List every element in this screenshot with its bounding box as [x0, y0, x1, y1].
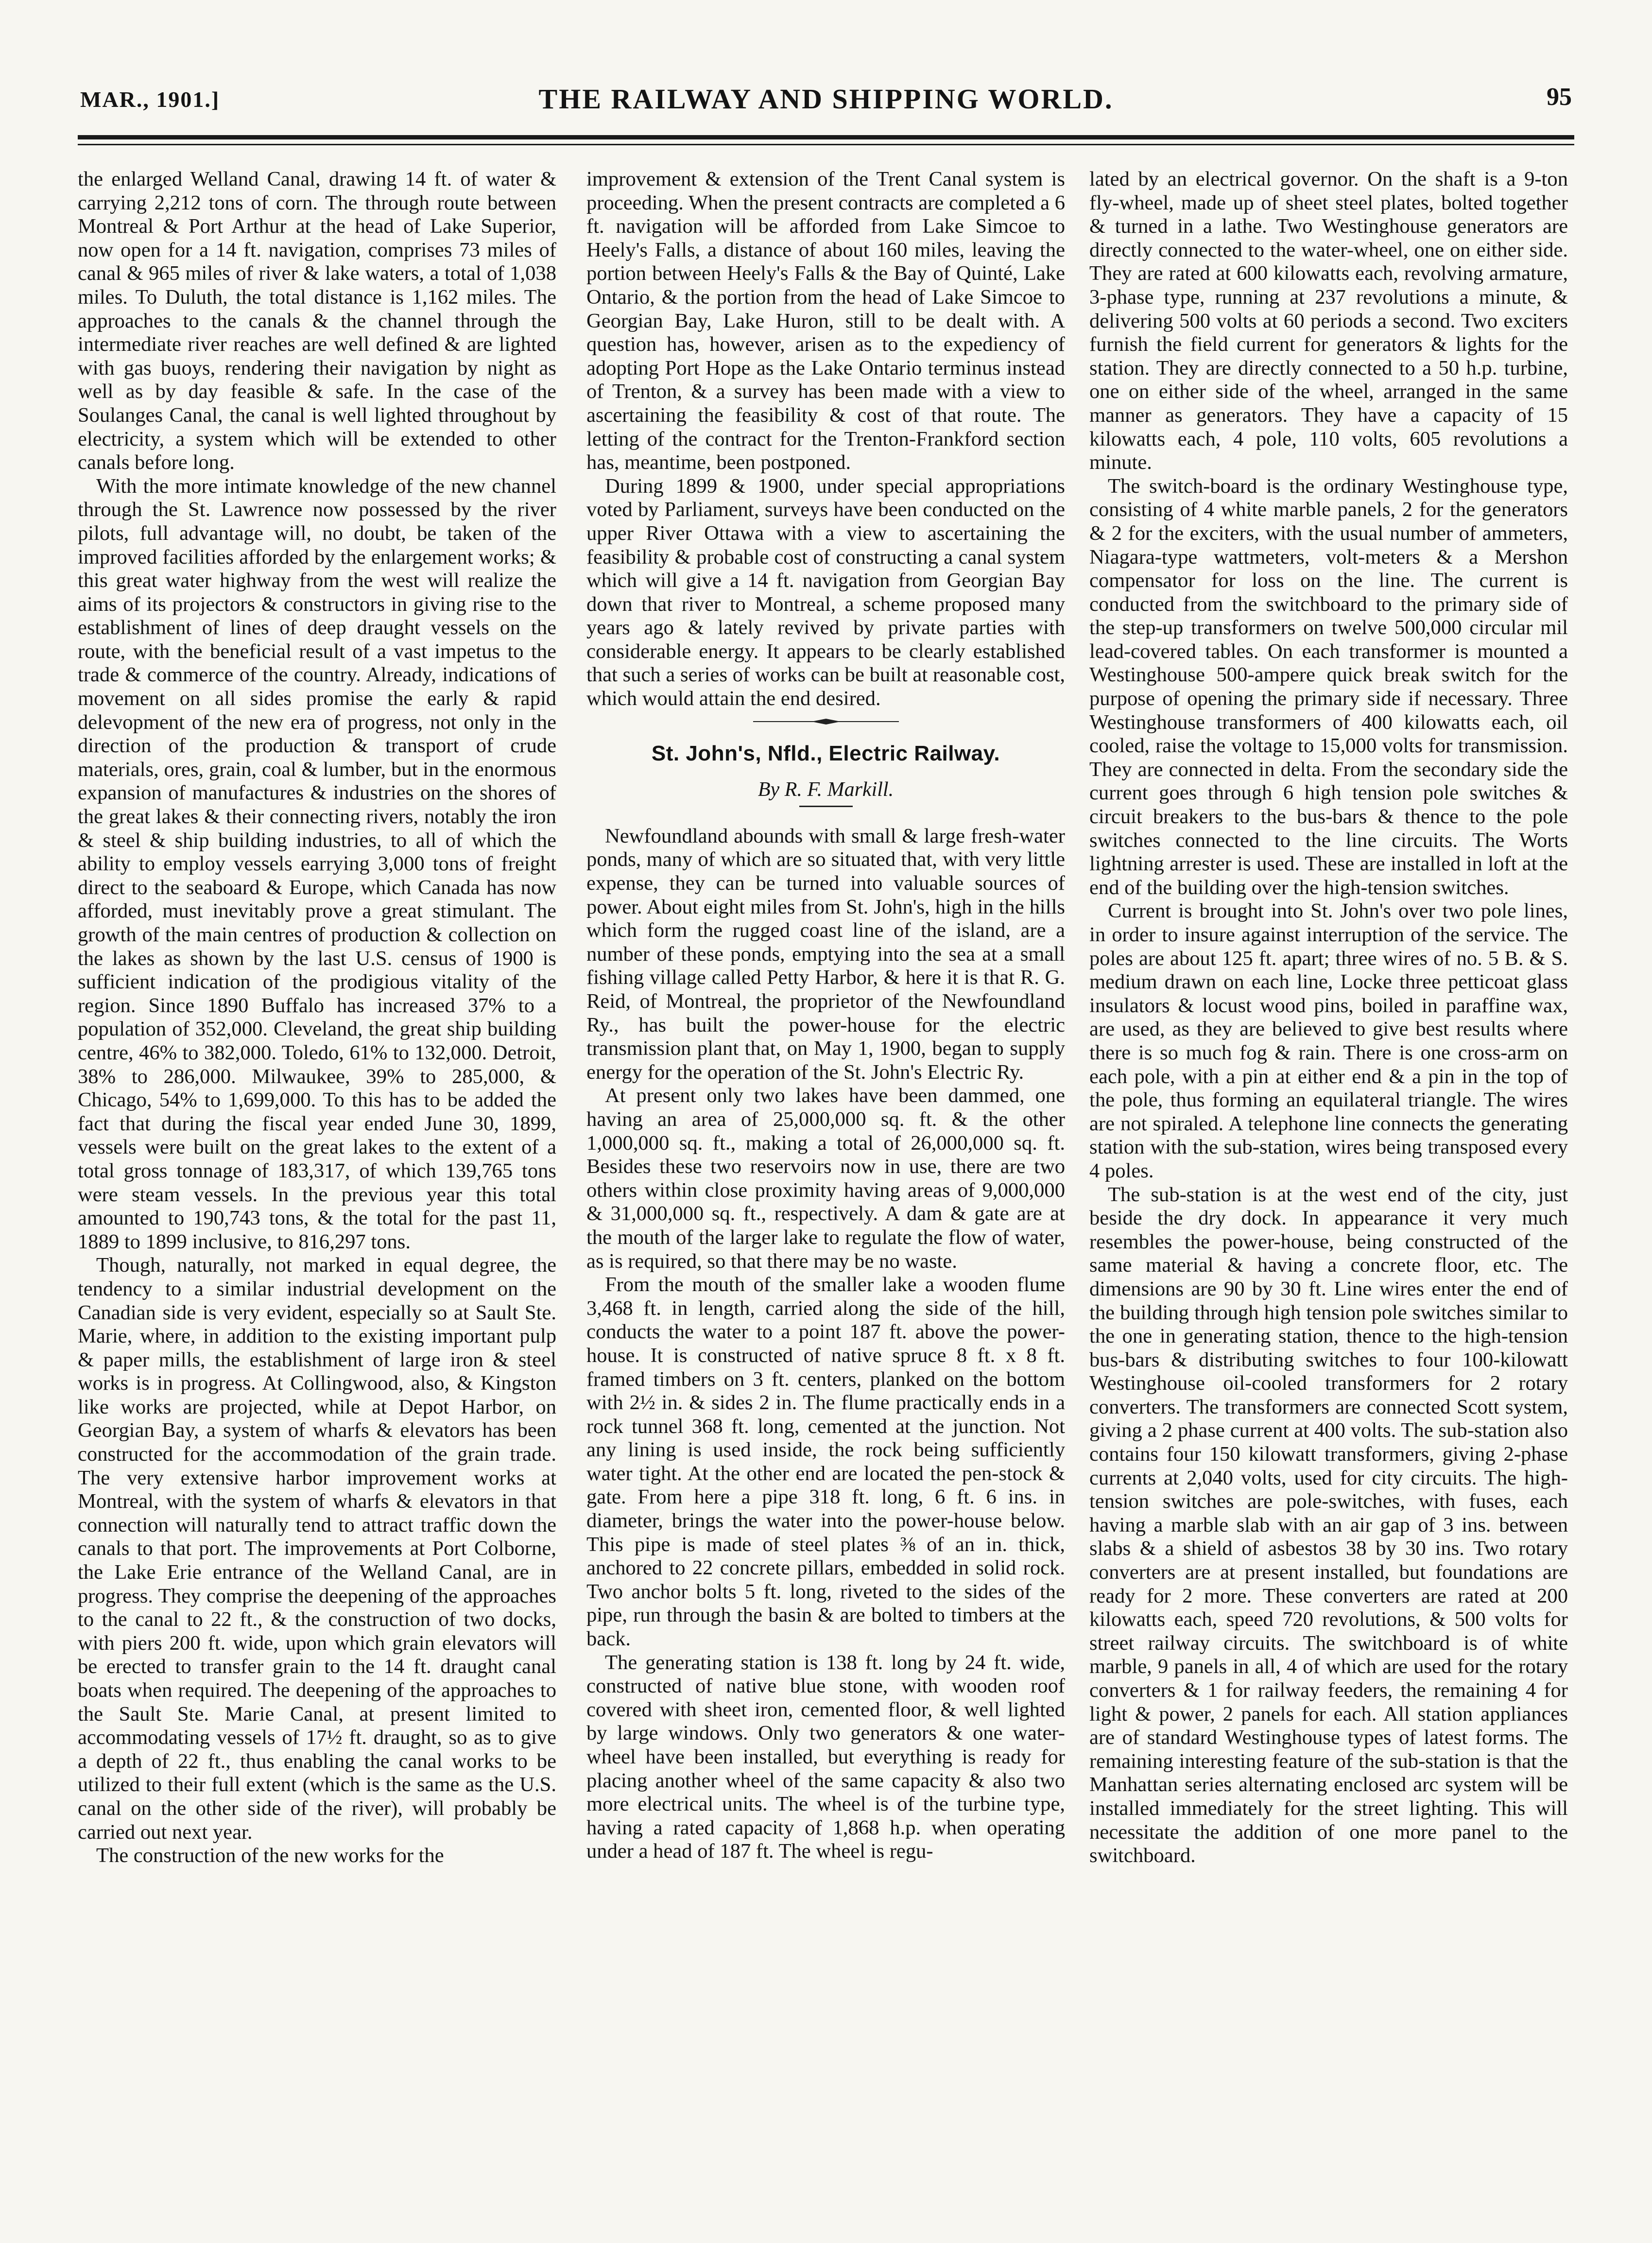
paragraph: At present only two lakes have been dammed, one having an area of 25,000,000 sq. ft. & the other 1,000,000 sq. ft., making a total of 26,000,000 sq. ft. Besides these two reservoirs now in use, there are two others within close proximity having areas of 9,000,000 & 31,000,000 sq. ft., respectively. A dam & gate are at the mouth of the larger lake to regulate the flow of water, as is required, so that there may be no waste.: [586, 1084, 1065, 1273]
page-number: 95: [1547, 83, 1572, 111]
paragraph: Current is brought into St. John's over two pole lines, in order to insure against interruption of the service. The poles are about 125 ft. apart; three wires of no. 5 B. & S. medium drawn on each line, Locke three petticoat glass insulators & locust wood pins, boiled in paraffine wax, are used, as they are believed to give best results where there is so much fog & rain. There is one cross-arm on each pole, with a pin at either end & a pin in the top of the pole, thus forming an equilateral triangle. The wires are not spiraled. A telephone line connects the generating station with the sub-station, wires being transposed every 4 poles.: [1089, 899, 1568, 1182]
publication-title: THE RAILWAY AND SHIPPING WORLD.: [538, 83, 1114, 115]
paragraph: From the mouth of the smaller lake a wooden flume 3,468 ft. in length, carried along the side of the hill, conducts the water to a point 187 ft. above the power-house. It is constructed of native spruce 8 ft. x 8 ft. framed timbers on 3 ft. centers, planked on the bottom with 2½ in. & sides 2 in. The flume practically ends in a rock tunnel 368 ft. long, cemented at the junction. Not any lining is used inside, the rock being sufficiently water tight. At the other end are located the pen-stock & gate. From here a pipe 318 ft. long, 6 ft. 6 ins. in diameter, brings the water into the power-house below. This pipe is made of steel plates ⅜ of an in. thick, anchored to 22 concrete pillars, embedded in solid rock. Two anchor bolts 5 ft. long, riveted to the sides of the pipe, run through the basin & are bolted to timbers at the back.: [586, 1273, 1065, 1651]
paragraph: improvement & extension of the Trent Canal system is proceeding. When the present contracts are completed a 6 ft. navigation will be afforded from Lake Simcoe to Heely's Falls, a distance of about 160 miles, leaving the portion between Heely's Falls & the Bay of Quinté, Lake Ontario, & the portion from the head of Lake Simcoe to Georgian Bay, Lake Huron, still to be dealt with. A question has, however, arisen as to the expediency of adopting Port Hope as the Lake Ontario terminus instead of Trenton, & a survey has been made with a view to ascertaining the feasibility & cost of that route. The letting of the contract for the Trenton-Frankford section has, meantime, been postponed.: [586, 168, 1065, 474]
paragraph: The switch-board is the ordinary Westinghouse type, consisting of 4 white marble panels, 2 for the generators & 2 for the exciters, with the usual number of ammeters, Niagara-type wattmeters, volt-meters & a Mershon compensator for loss on the line. The current is conducted from the switchboard to the primary side of the step-up transformers on twelve 500,000 circular mil lead-covered tables. On each transformer is mounted a Westinghouse 500-ampere quick break switch for the purpose of opening the primary side if necessary. Three Westinghouse transformers of 400 kilowatts each, oil cooled, raise the voltage to 15,000 volts for transmission. They are connected in delta. From the secondary side the current goes through 6 high tension pole switches & circuit breakers to the bus-bars & thence to the pole switches connected to the line circuits. The Worts lightning arrester is used. These are installed in loft at the end of the building over the high-tension switches.: [1089, 474, 1568, 899]
header-rule-thin: [78, 144, 1574, 145]
paragraph: Though, naturally, not marked in equal degree, the tendency to a similar industrial development on the Canadian side is very evident, especially so at Sault Ste. Marie, where, in addition to the existing important pulp & paper mills, the establishment of large iron & steel works is in progress. At Collingwood, also, & Kingston like works are projected, while at Depot Harbor, on Georgian Bay, a system of wharfs & elevators has been constructed for the accommodation of the grain trade. The very extensive harbor improvement works at Montreal, with the system of wharfs & elevators in that connection will naturally tend to attract traffic down the canals to that port. The improvements at Port Colborne, the Lake Erie entrance of the Welland Canal, are in progress. They comprise the deepening of the approaches to the canal to 22 ft., & the construction of two docks, with piers 200 ft. wide, upon which grain elevators will be erected to transfer grain to the 14 ft. draught canal boats when required. The deepening of the approaches to the Sault Ste. Marie Canal, at present limited to accommodating vessels of 17½ ft. draught, so as to give a depth of 22 ft., thus enabling the canal works to be utilized to their full extent (which is the same as the U.S. canal on the other side of the river), will probably be carried out next year.: [78, 1254, 556, 1844]
paragraph: The construction of the new works for the: [96, 1844, 444, 1867]
article-title: St. John's, Nfld., Electric Railway.: [651, 741, 1000, 765]
paragraph: The sub-station is at the west end of the city, just beside the dry dock. In appearance it very much resembles the power-house, being constructed of the same material & having a concrete floor, etc. The dimensions are 90 by 30 ft. Line wires enter the end of the building through high tension pole switches similar to the one in generating station, thence to the high-tension bus-bars & distributing switches to four 100-kilowatt Westinghouse oil-cooled transformers for 2 rotary converters. The transformers are connected Scott system, giving a 2 phase current at 400 volts. The sub-station also contains four 150 kilowatt transformers, giving 2-phase currents at 2,040 volts, used for city circuits. The high-tension switches are pole-switches, with fuses, each having a marble slab with an air gap of 3 ins. between slabs & a shield of asbestos 38 by 30 ins. Two rotary converters are at present installed, but foundations are ready for 2 more. These converters are rated at 200 kilowatts each, speed 720 revolutions, & 500 volts for street railway circuits. The switchboard is of white marble, 9 panels in all, 4 of which are used for the rotary converters & 1 for railway feeders, the remaining 4 for light & power, 2 panels for each. All station appliances are of standard Westinghouse types of latest forms. The remaining interesting feature of the sub-station is that the Manhattan series alternating enclosed arc system will be installed immediately for the street lighting. This will necessitate the addition of one more panel to the switchboard.: [1089, 1183, 1568, 1867]
issue-date: MAR., 1901.]: [80, 87, 220, 112]
paragraph: The generating station is 138 ft. long by 24 ft. wide, constructed of native blue stone, with wooden roof covered with sheet iron, cemented floor, & well lighted by large windows. Only two generators & one water-wheel have been installed, but everything is ready for placing another wheel of the same capacity & also two more electrical units. The wheel is of the turbine type, having a rated capacity of 1,868 h.p. when operating under a head of 187 ft. The wheel is regu-: [586, 1651, 1065, 1863]
column-2: [586, 168, 1065, 1863]
article-byline: By R. F. Markill.: [757, 778, 894, 801]
column-1: [78, 168, 556, 1868]
paragraph: the enlarged Welland Canal, drawing 14 ft. of water & carrying 2,212 tons of corn. The through route between Montreal & Port Arthur at the head of Lake Superior, now open for a 14 ft. navigation, comprises 73 miles of canal & 965 miles of river & lake waters, a total of 1,038 miles. To Duluth, the total distance is 1,162 miles. The approaches to the canals & the channel through the intermediate river reaches are well defined & are lighted with gas buoys, rendering their navigation by night as well as by day feasible & safe. In the case of the Soulanges Canal, the canal is well lighted throughout by electricity, a system which will be extended to other canals before long.: [78, 168, 556, 474]
page-header: [80, 83, 1572, 121]
paragraph: During 1899 & 1900, under special appropriations voted by Parliament, surveys have been conducted on the upper River Ottawa with a view to ascertaining the feasibility & probable cost of constructing a canal system which will give a 14 ft. navigation from Georgian Bay down that river to Montreal, a scheme proposed many years ago & lately revived by private parties with considerable energy. It appears to be clearly established that such a series of works can be built at reasonable cost, which would attain the end desired.: [586, 474, 1065, 710]
paragraph: With the more intimate knowledge of the new channel through the St. Lawrence now possessed by the river pilots, full advantage will, no doubt, be taken of the improved facilities afforded by the enlargement works; & this great water highway from the west will realize the aims of its projectors & constructors in giving rise to the establishment of lines of deep draught vessels on the route, with the beneficial result of a vast impetus to the trade & commerce of the country. Already, indications of movement on all sides promise the early & rapid delevopment of the new era of progress, not only in the direction of the production & transport of crude materials, ores, grain, coal & lumber, but in the enormous expansion of manufactures & industries on the shores of the great lakes & their connecting rivers, notably the iron & steel & ship building industries, to all of which the ability to employ vessels earrying 3,000 tons of freight direct to the seaboard & Europe, which Canada has now afforded, must inevitably prove a great stimulant. The growth of the main centres of production & collection on the lakes as shown by the last U.S. census of 1900 is sufficient indication of the prodigious vitality of the region. Since 1890 Buffalo has increased 37% to a population of 352,000. Cleveland, the great ship building centre, 46% to 382,000. Toledo, 61% to 132,000. Detroit, 38% to 286,000. Milwaukee, 39% to 285,000, & Chicago, 54% to 1,699,000. To this has to be added the fact that during the fiscal year ended June 30, 1899, vessels were built on the great lakes to the extent of a total gross tonnage of 183,317, of which 139,765 tons were steam vessels. In the previous year this total amounted to 190,743 tons, & the total for the past 11, 1889 to 1899 inclusive, to 816,297 tons.: [78, 474, 556, 1253]
header-rule-thick: [78, 135, 1574, 139]
section-divider-ornament: [586, 718, 1065, 725]
paragraph: Newfoundland abounds with small & large fresh-water ponds, many of which are so situated that, with very little expense, they can be turned into valuable sources of power. About eight miles from St. John's, high in the hills which form the rugged coast line of the island, are a number of these ponds, emptying into the sea at a small fishing village called Petty Harbor, & here it is that R. G. Reid, of Montreal, the proprietor of the Newfoundland Ry., has built the power-house for the electric transmission plant that, on May 1, 1900, began to supply energy for the operation of the St. John's Electric Ry.: [586, 824, 1065, 1084]
column-3: [1089, 168, 1568, 1868]
byline-rule: [799, 806, 853, 807]
paragraph: lated by an electrical governor. On the shaft is a 9-ton fly-wheel, made up of sheet steel plates, bolted together & turned in a lathe. Two Westinghouse generators are directly connected to the water-wheel, one on either side. They are rated at 600 kilowatts each, revolving armature, 3-phase type, running at 237 revolutions a minute, & delivering 500 volts at 60 periods a second. Two exciters furnish the field current for generators & lights for the station. They are directly connected to a 50 h.p. turbine, one on either side of the wheel, arranged in the same manner as generators. They have a capacity of 15 kilowatts each, 4 pole, 110 volts, 605 revolutions a minute.: [1089, 168, 1568, 474]
